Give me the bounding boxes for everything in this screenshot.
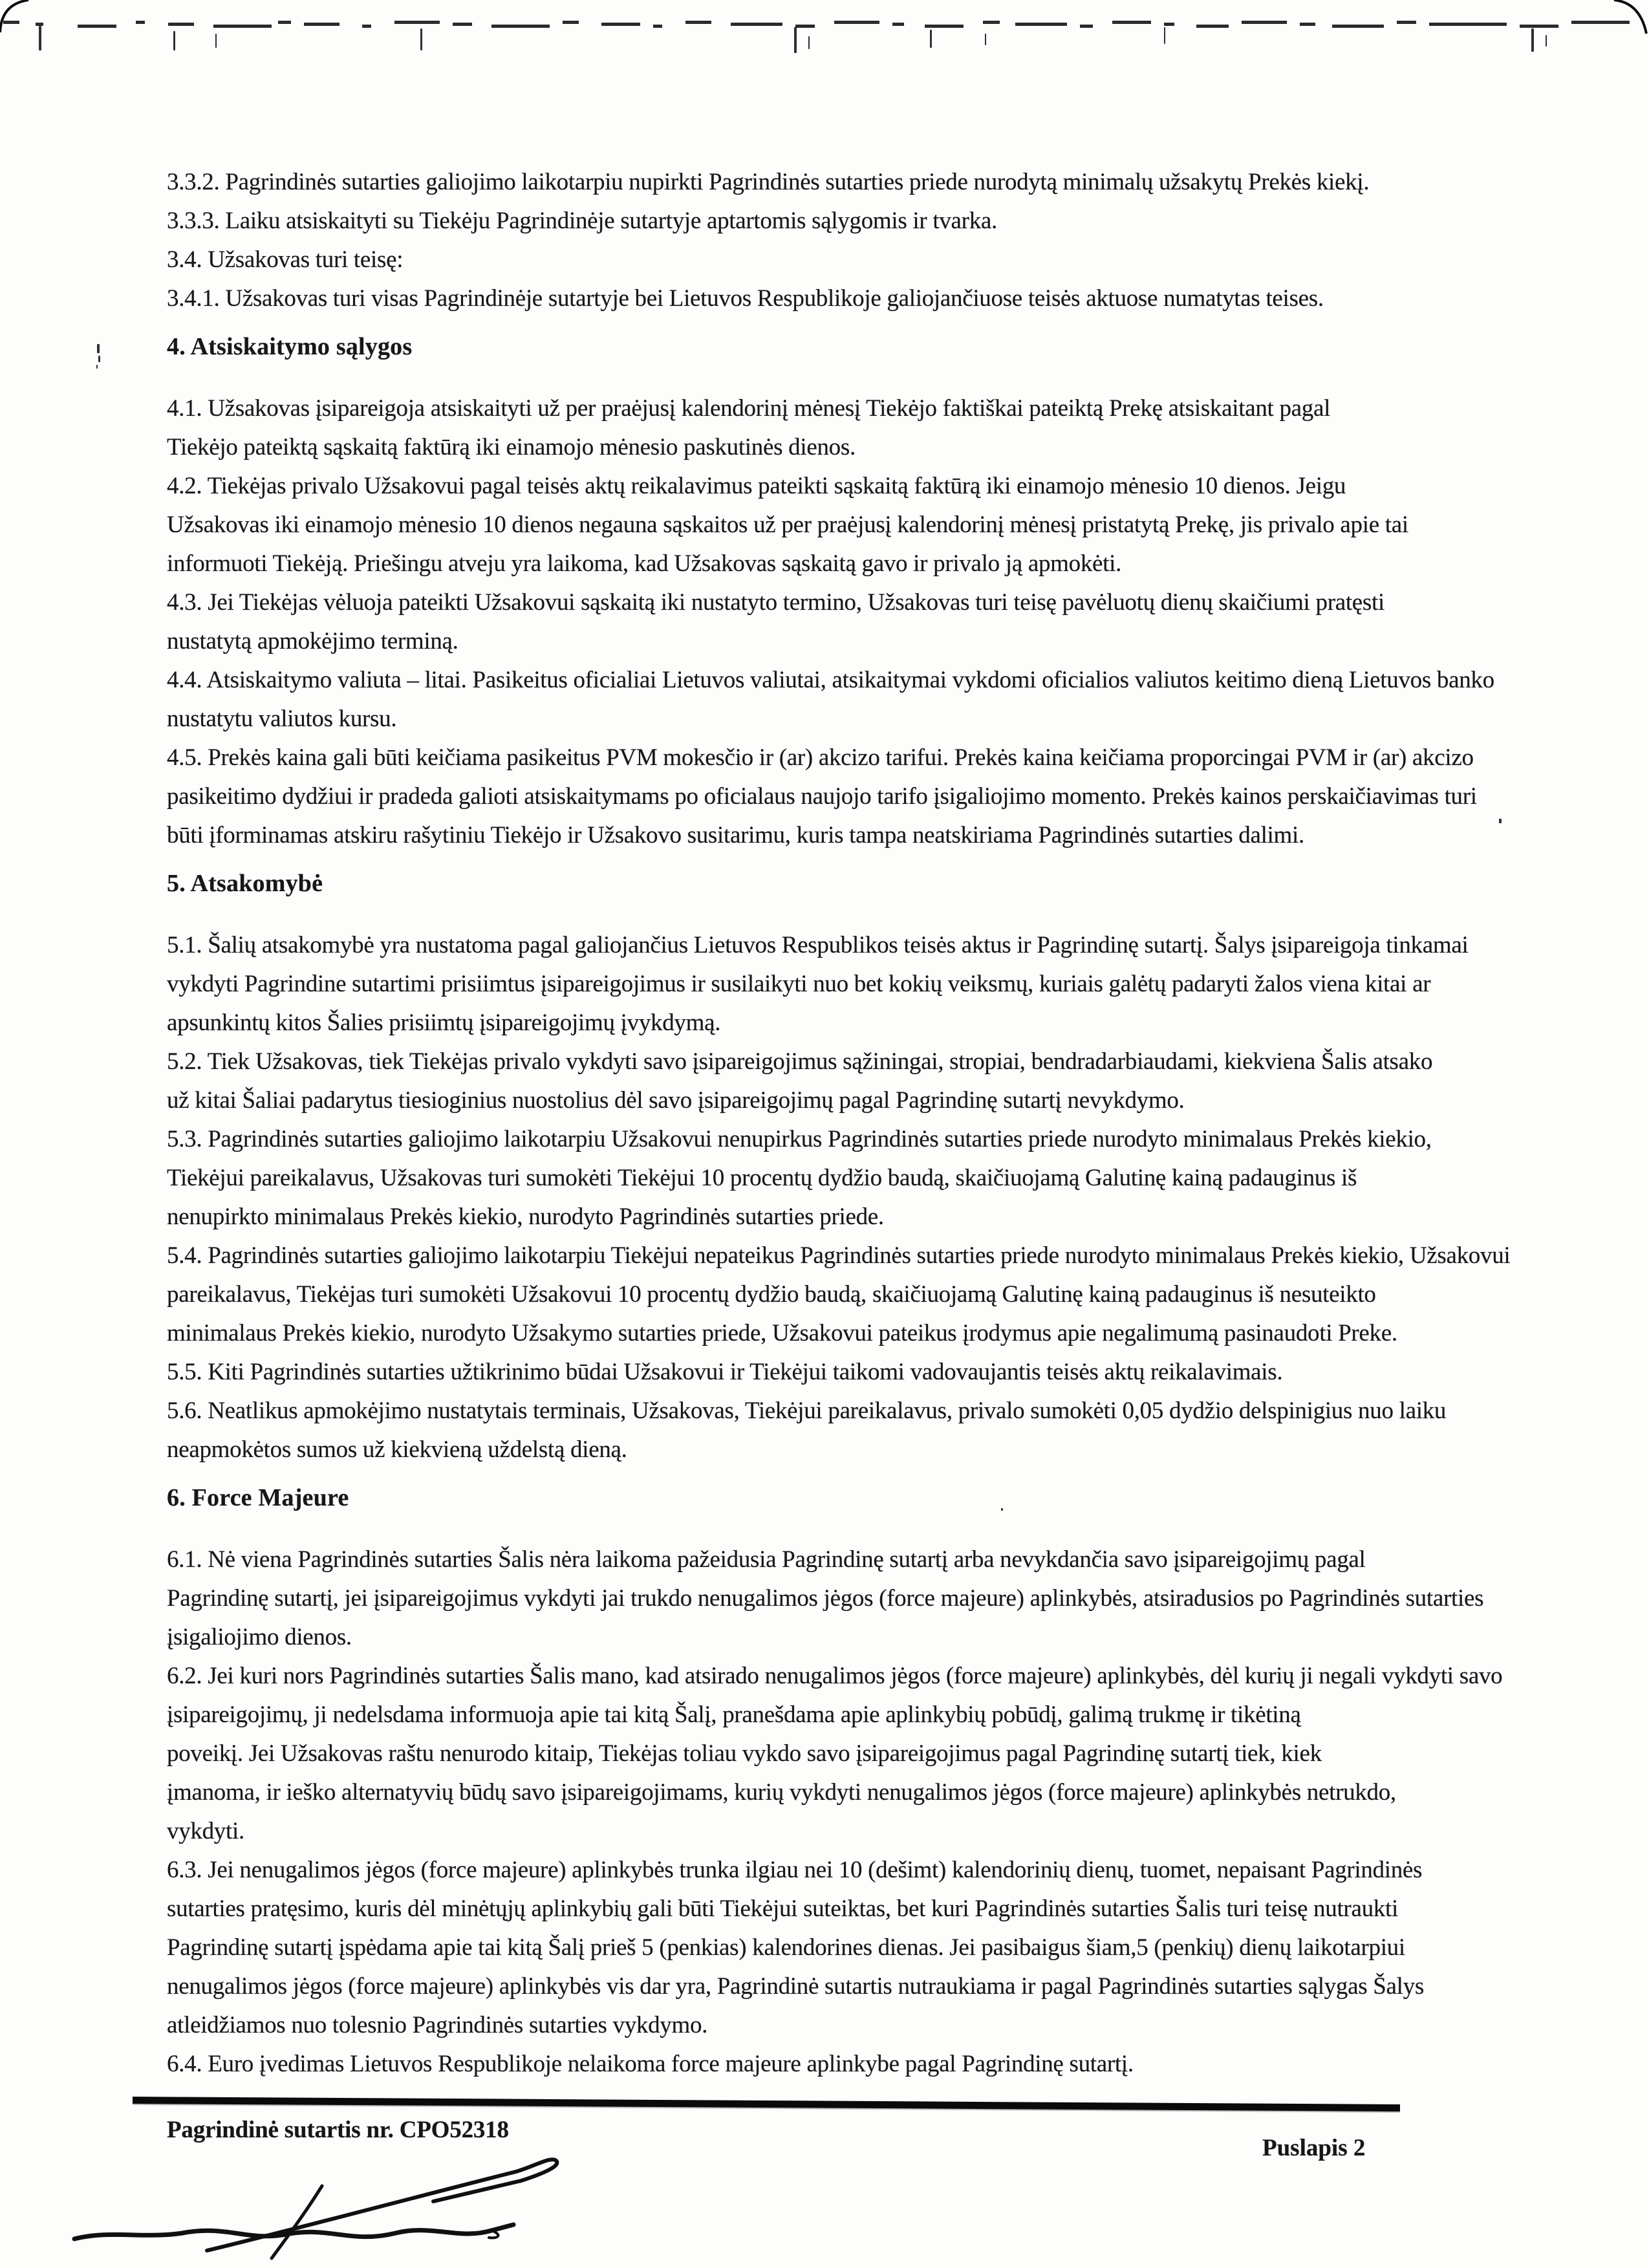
scan-noise-dash — [653, 25, 662, 28]
scan-noise-mark — [215, 34, 217, 48]
clause-5-3 — [167, 1120, 1518, 1237]
clause-3-4 — [167, 241, 1518, 279]
clause-4-2 — [167, 467, 1518, 583]
text-line: 3.4. Užsakovas turi teisę: — [167, 246, 404, 273]
scan-noise-dash — [563, 21, 579, 24]
scan-noise-dash — [1520, 25, 1558, 28]
scan-noise-mark — [1546, 35, 1547, 47]
scan-noise-mark — [97, 344, 100, 353]
text-line: 4.5. Prekės kaina gali būti keičiama pasikeitus PVM mokesčio ir (ar) akcizo tarifui. Prekės kaina keičiama proporcingai PVM ir (ar) akcizo — [167, 744, 1474, 771]
text-line: 6. Force Majeure — [167, 1484, 349, 1511]
clause-3-3-3 — [167, 202, 1518, 241]
scan-noise-mark — [1164, 27, 1165, 44]
text-line: nenugalimos jėgos (force majeure) aplinkybės vis dar yra, Pagrindinė sutartis nutraukiama ir pagal Pagrindinės sutarties sąlygas Šalys — [167, 1973, 1424, 2000]
text-line: vykdyti. — [167, 1818, 244, 1844]
scan-noise-dash — [304, 23, 339, 26]
scan-corner-arc-right — [1611, 0, 1649, 38]
scan-noise-mark — [173, 31, 175, 50]
scan-noise-dash — [491, 25, 550, 28]
text-line: būti įforminamas atskiru rašytiniu Tiekėjo ir Užsakovo susitarimu, kuris tampa neatskiriama Pagrindinės sutarties dalimi. — [167, 822, 1304, 848]
scan-noise-dash — [453, 23, 472, 26]
clause-6-3 — [167, 1851, 1518, 2045]
scan-noise-mark — [794, 27, 797, 53]
text-line: Pagrindinę sutartį, jei įsipareigojimus vykdyti jai trukdo nenugalimos jėgos (force majeure) aplinkybės, atsiradusios po Pagrindinės sutarties — [167, 1585, 1484, 1612]
clause-6-4 — [167, 2045, 1518, 2084]
text-line: įsigaliojimo dienos. — [167, 1624, 352, 1650]
document-body — [167, 163, 1518, 2084]
clause-6-1 — [167, 1540, 1518, 1657]
section-5-heading — [167, 864, 1518, 903]
text-line: 3.3.3. Laiku atsiskaityti su Tiekėju Pagrindinėje sutartyje aptartomis sąlygomis ir tvarka. — [167, 208, 997, 234]
scan-noise-dash — [1332, 25, 1384, 28]
text-line: 5.3. Pagrindinės sutarties galiojimo laikotarpiu Užsakovui nenupirkus Pagrindinės sutarties priede nurodyto minimalaus Prekės kiekio, — [167, 1126, 1432, 1152]
scan-noise-dash — [136, 21, 145, 24]
scan-noise-dash — [1112, 21, 1151, 24]
text-line: 4.4. Atsiskaitymo valiuta – litai. Pasikeitus oficialiai Lietuvos valiutai, atsikaitymai vykdomi oficialios valiutos keitimo dieną Lietuvos banko — [167, 667, 1494, 693]
text-line: Tiekėjo pateiktą sąskaitą faktūrą iki einamojo mėnesio paskutinės dienos. — [167, 434, 856, 460]
clause-5-2 — [167, 1042, 1518, 1120]
scan-noise-dash — [834, 21, 879, 24]
text-line: 4.3. Jei Tiekėjas vėluoja pateikti Užsakovui sąskaitą iki nustatyto termino, Užsakovas turi teisę pavėluotų dienų skaičiumi pratęsti — [167, 589, 1385, 616]
text-line: 5.4. Pagrindinės sutarties galiojimo laikotarpiu Tiekėjui nepateikus Pagrindinės sutarties priede nurodyto minimalaus Prekės kiekio, Užsakovui — [167, 1242, 1511, 1269]
clause-5-1 — [167, 926, 1518, 1042]
scan-noise-dash — [731, 23, 782, 26]
text-line: Tiekėjui pareikalavus, Užsakovas turi sumokėti Tiekėjui 10 procentų dydžio baudą, skaičiuojamą Galutinę kainą padauginus iš — [167, 1165, 1357, 1191]
text-line: minimalaus Prekės kiekio, nurodyto Užsakymo sutarties priede, Užsakovui pateikus įrodymus apie negalimumą pasinaudoti Preke. — [167, 1320, 1397, 1346]
text-line: nustatytu valiutos kursu. — [167, 706, 397, 732]
scan-noise-dash — [685, 21, 711, 24]
text-line: 5.2. Tiek Užsakovas, tiek Tiekėjas privalo vykdyti savo įsipareigojimus sąžiningai, stropiai, bendradarbiaudami, kiekviena Šalis atsako — [167, 1048, 1433, 1075]
scan-noise-mark — [1531, 28, 1534, 52]
scan-noise-dash — [795, 25, 815, 28]
text-line: sutarties pratęsimo, kuris dėl minėtųjų aplinkybių gali būti Tiekėjui suteiktas, bet kuri Pagrindinės sutarties Šalis turi teisę nutraukti — [167, 1895, 1398, 1922]
text-line: Pagrindinę sutartį įspėdama apie tai kitą Šalį prieš 5 (penkias) kalendorines dienas. Jei pasibaigus šiam,5 (penkių) dienų laikotarpiui — [167, 1934, 1405, 1961]
scan-noise-dash — [1397, 21, 1416, 24]
scan-noise-dash — [983, 21, 1000, 24]
clause-4-4 — [167, 661, 1518, 739]
section-4-heading — [167, 327, 1518, 366]
text-line: neapmokėtos sumos už kiekvieną uždelstą dieną. — [167, 1436, 627, 1463]
text-line: 5.1. Šalių atsakomybė yra nustatoma pagal galiojančius Lietuvos Respublikos teisės aktus ir Pagrindinę sutartį. Šalys įsipareigoja tinkamai — [167, 932, 1469, 958]
clause-6-2 — [167, 1657, 1518, 1851]
text-line: 6.1. Nė viena Pagrindinės sutarties Šalis nėra laikoma pažeidusia Pagrindinę sutartį arba nevykdančia savo įsipareigojimų pagal — [167, 1546, 1366, 1573]
text-line: poveikį. Jei Užsakovas raštu nenurodo kitaip, Tiekėjas toliau vykdo savo įsipareigojimus pagal Pagrindinę sutartį tiek, kiek — [167, 1740, 1322, 1767]
signature — [71, 2152, 601, 2265]
scan-noise-mark — [98, 356, 100, 362]
text-line: įmanoma, ir ieško alternatyvių būdų savo įsipareigojimams, kurių vykdyti nenugalimos jėgos (force majeure) aplinkybės netrukdo, — [167, 1779, 1396, 1806]
text-line: atleidžiamos nuo tolesnio Pagrindinės sutarties vykdymo. — [167, 2012, 708, 2038]
clause-5-4 — [167, 1237, 1518, 1353]
scan-noise-dash — [1164, 23, 1174, 26]
clause-5-5 — [167, 1353, 1518, 1392]
text-line: Užsakovas iki einamojo mėnesio 10 dienos negauna sąskaitos už per praėjusį kalendorinį mėnesį pristatytą Prekę, jis privalo apie tai — [167, 512, 1408, 538]
text-line: apsunkintų kitos Šalies prisiimtų įsipareigojimų įvykdymą. — [167, 1010, 721, 1036]
scan-noise-dash — [1080, 25, 1093, 28]
text-line: 3.4.1. Užsakovas turi visas Pagrindinėje sutartyje bei Lietuvos Respublikoje galiojančiuose teisės aktuose numatytas teises. — [167, 285, 1324, 312]
scan-noise-mark — [985, 34, 986, 45]
text-line: pasikeitimo dydžiui ir pradeda galioti atsiskaitymams po oficialaus naujojo tarifo įsigaliojimo momento. Prekės kainos perskaičiavimas turi — [167, 783, 1477, 810]
text-line: 5.5. Kiti Pagrindinės sutarties užtikrinimo būdai Užsakovui ir Tiekėjui taikomi vadovaujantis teisės aktų reikalavimais. — [167, 1359, 1283, 1385]
scan-noise-dash — [601, 23, 640, 26]
scan-noise-dash — [892, 23, 904, 26]
scan-noise-dash — [1571, 21, 1630, 24]
scan-noise-dash — [78, 25, 116, 28]
clause-4-5 — [167, 739, 1518, 855]
scan-noise-dash — [394, 21, 440, 24]
scan-noise-mark — [420, 28, 422, 50]
text-line: 6.3. Jei nenugalimos jėgos (force majeure) aplinkybės trunka ilgiau nei 10 (dešimt) kalendorinių dienų, tuomet, nepaisant Pagrindinės — [167, 1857, 1423, 1883]
scan-noise-dash — [1242, 21, 1287, 24]
scan-noise-dash — [1429, 23, 1507, 26]
clause-3-4-1 — [167, 279, 1518, 318]
text-line: 4.1. Užsakovas įsipareigoja atsiskaityti už per praėjusį kalendorinį mėnesį Tiekėjo faktiškai pateiktą Prekę atsiskaitant pagal — [167, 395, 1331, 422]
text-line: nenupirkto minimalaus Prekės kiekio, nurodyto Pagrindinės sutarties priede. — [167, 1204, 884, 1230]
text-line: vykdyti Pagrindine sutartimi prisiimtus įsipareigojimus ir susilaikyti nuo bet kokių veiksmų, kuriais galėtų padaryti žalos viena kitai ar — [167, 971, 1431, 997]
scan-noise-dash — [1196, 25, 1229, 28]
text-line: 6.2. Jei kuri nors Pagrindinės sutarties Šalis mano, kad atsirado nenugalimos jėgos (force majeure) aplinkybės, dėl kurių ji negali vykdyti savo — [167, 1663, 1503, 1689]
scan-noise-dash — [925, 25, 964, 28]
scan-noise-mark — [930, 30, 932, 48]
section-6-heading — [167, 1478, 1518, 1517]
text-line: už kitai Šaliai padarytus tiesioginius nuostolius dėl savo įsipareigojimų pagal Pagrindinę sutartį nevykdymo. — [167, 1087, 1185, 1114]
clause-4-1 — [167, 389, 1518, 467]
scan-noise-dash — [3, 21, 19, 24]
text-line: įsipareigojimų, ji nedelsdama informuoja apie tai kitą Šalį, pranešdama apie aplinkybių pobūdį, galimą trukmę ir tikėtiną — [167, 1701, 1301, 1728]
scan-noise-mark — [96, 365, 98, 369]
scan-noise-dash — [1015, 23, 1067, 26]
text-line: 4.2. Tiekėjas privalo Užsakovui pagal teisės aktų reikalavimus pateikti sąskaitą faktūrą iki einamojo mėnesio 10 dienos. Jeigu — [167, 473, 1346, 499]
scan-noise-dash — [362, 25, 371, 28]
scan-noise-dash — [1300, 23, 1315, 26]
clause-5-6 — [167, 1392, 1518, 1469]
scan-noise-dash — [168, 23, 194, 26]
text-line: pareikalavus, Tiekėjas turi sumokėti Užsakovui 10 procentų dydžio baudą, skaičiuojamą Galutinę kainą padauginus iš nesuteikto — [167, 1281, 1376, 1308]
page-number: Puslapis 2 — [1262, 2135, 1366, 2161]
clause-4-3 — [167, 583, 1518, 661]
text-line: informuoti Tiekėją. Priešingu atveju yra laikoma, kad Užsakovas sąskaitą gavo ir privalo ją apmokėti. — [167, 550, 1122, 577]
scan-noise-dash — [213, 25, 272, 28]
text-line: 3.3.2. Pagrindinės sutarties galiojimo laikotarpiu nupirkti Pagrindinės sutarties priede nurodytą minimalų užsakytų Prekės kiekį. — [167, 169, 1370, 195]
footer-contract-number: Pagrindinė sutartis nr. CPO52318 — [167, 2117, 509, 2143]
scan-corner-arc-left — [0, 0, 44, 36]
scan-noise-dash — [278, 21, 291, 24]
text-line: 5.6. Neatlikus apmokėjimo nustatytais terminais, Užsakovas, Tiekėjui pareikalavus, privalo sumokėti 0,05 dydžio delspinigius nuo laiku — [167, 1398, 1447, 1424]
footer-divider-line — [133, 2097, 1400, 2111]
text-line: nustatytą apmokėjimo terminą. — [167, 628, 458, 654]
clause-3-3-2 — [167, 163, 1518, 202]
text-line: 5. Atsakomybė — [167, 870, 323, 897]
text-line: 6.4. Euro įvedimas Lietuvos Respublikoje nelaikoma force majeure aplinkybe pagal Pagrindinę sutartį. — [167, 2051, 1134, 2077]
scan-noise-mark — [39, 26, 41, 50]
text-line: 4. Atsiskaitymo sąlygos — [167, 333, 413, 360]
scan-noise-mark — [808, 36, 810, 49]
